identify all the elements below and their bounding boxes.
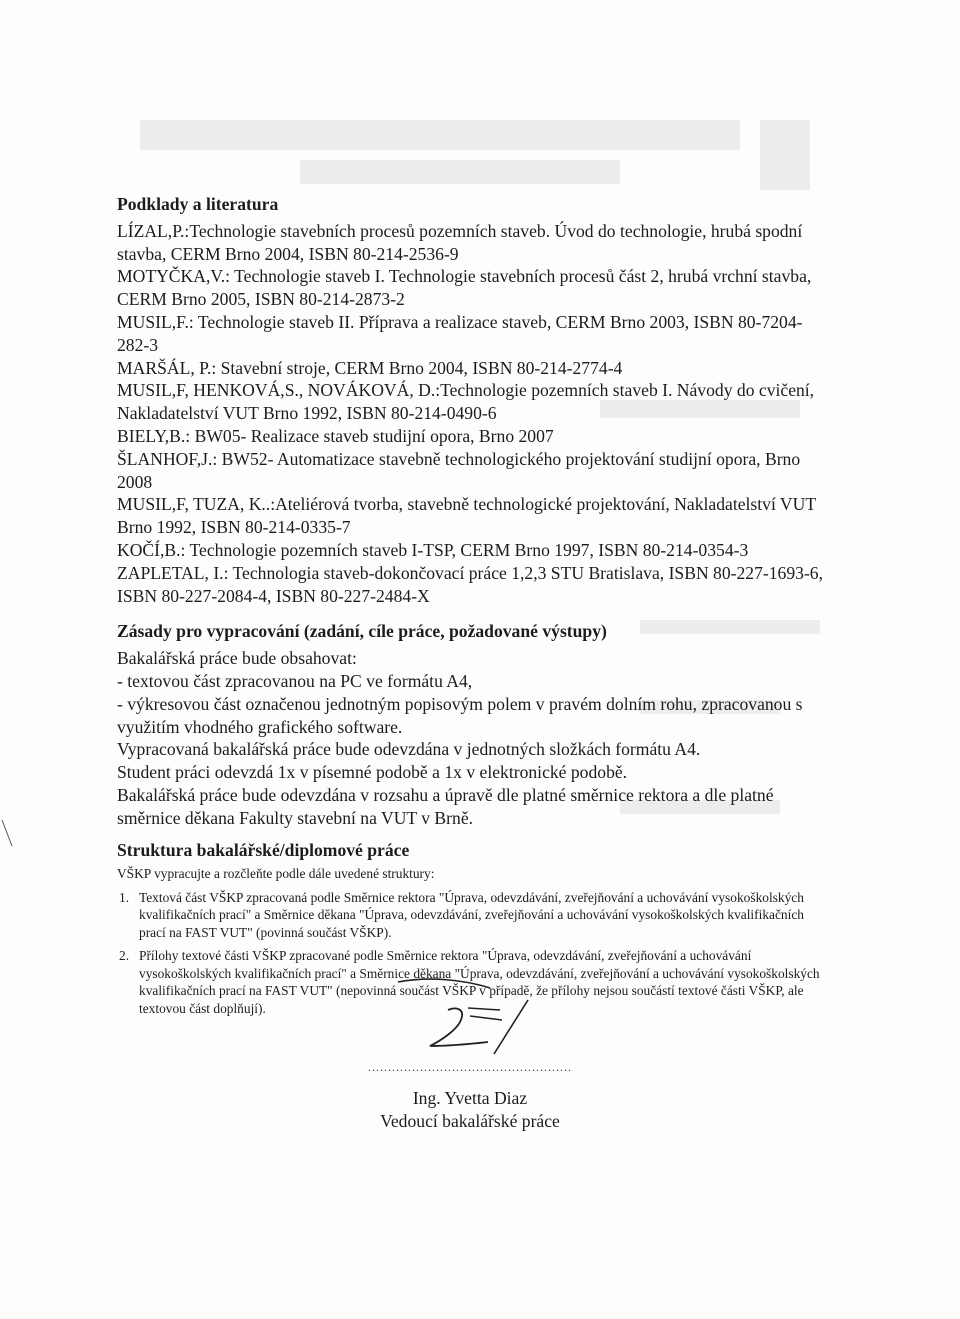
signature-block <box>350 970 590 1133</box>
rules-section <box>117 620 827 829</box>
literature-entry: ZAPLETAL, I.: Technologia staveb-dokončovací práce 1,2,3 STU Bratislava, ISBN 80-227-1693-6, ISBN 80-227-2084-4, ISBN 80-227-2484-X <box>117 562 823 606</box>
handwritten-signature <box>370 970 570 1060</box>
literature-entry: ŠLANHOF,J.: BW52- Automatizace stavebně technologického projektování studijní opora, Brno 2008 <box>117 448 801 492</box>
document-body <box>117 193 827 1023</box>
rules-body <box>117 647 827 829</box>
rules-line: Bakalářská práce bude odevzdána v rozsahu a úpravě dle platné směrnice rektora a dle platné směrnice děkana Fakulty stavební na VUT v Brně. <box>117 784 774 828</box>
literature-heading: Podklady a literatura <box>117 194 279 214</box>
list-item-number: 1. <box>119 889 130 905</box>
literature-entry: MUSIL,F.: Technologie staveb II. Příprava a realizace staveb, CERM Brno 2003, ISBN 80-7204-282-3 <box>117 311 803 355</box>
list-item-text: Textová část VŠKP zpracovaná podle Směrnice rektora "Úprava, odevzdávání, zveřejňování a uchovávání vysokoškolských kvalifikačních prací" a Směrnice děkana "Úprava, odevzdávání, zveřejňování a uchovávání vysokoškolských kvalifikačních prací na FAST VUT" (povinná součást VŠKP). <box>139 889 804 940</box>
list-item-number: 2. <box>119 948 130 964</box>
rules-line: - výkresovou část označenou jednotným popisovým polem v pravém dolním rohu, zpracovanou s využitím vhodného grafického software. <box>117 693 803 737</box>
literature-section <box>117 193 827 607</box>
list-item <box>117 889 827 942</box>
list-item-text: Přílohy textové části VŠKP zpracované podle Směrnice rektora "Úprava, odevzdávání, zveřejňování a uchovávání vysokoškolských kvalifikačních prací" a Směrnice děkana "Úprava, odevzdávání, zveřejňování a uchovávání vysokoškolských kvalifikačních prací na FAST VUT" (nepovinná součást VŠKP v případě, že přílohy nejsou součástí textové části VŠKP, ale textovou část doplňují). <box>139 948 820 1016</box>
literature-entry: MOTYČKA,V.: Technologie staveb I. Technologie stavebních procesů část 2, hrubá vrchní stavba, CERM Brno 2005, ISBN 80-214-2873-2 <box>117 266 812 310</box>
structure-intro: VŠKP vypracujte a rozčleňte podle dále uvedené struktury: <box>117 866 435 882</box>
literature-entry: KOČÍ,B.: Technologie pozemních staveb I-TSP, CERM Brno 1997, ISBN 80-214-0354-3 <box>117 539 749 560</box>
literature-entry: MUSIL,F, TUZA, K..:Ateliérová tvorba, stavebně technologické projektování, Nakladatelství VUT Brno 1992, ISBN 80-214-0335-7 <box>117 494 816 538</box>
structure-heading: Struktura bakalářské/diplomové práce <box>117 839 410 860</box>
rules-line: Vypracovaná bakalářská práce bude odevzdána v jednotných složkách formátu A4. <box>117 739 701 760</box>
literature-entry: MARŠÁL, P.: Stavební stroje, CERM Brno 2004, ISBN 80-214-2774-4 <box>117 357 623 378</box>
signatory-role: Vedoucí bakalářské práce <box>380 1110 560 1131</box>
signature-line: ................................................... <box>368 1060 572 1074</box>
literature-list <box>117 220 827 608</box>
rules-line: Bakalářská práce bude obsahovat: <box>117 648 357 669</box>
rules-heading: Zásady pro vypracování (zadání, cíle práce, požadované výstupy) <box>117 621 607 642</box>
literature-entry: MUSIL,F, HENKOVÁ,S., NOVÁKOVÁ, D.:Technologie pozemních staveb I. Návody do cvičení, Nakladatelství VUT Brno 1992, ISBN 80-214-0490-6 <box>117 380 815 424</box>
rules-line: - textovou část zpracovanou na PC ve formátu A4, <box>117 670 473 691</box>
rules-line: Student práci odevzdá 1x v písemné podobě a 1x v elektronické podobě. <box>117 762 628 783</box>
literature-entry: BIELY,B.: BW05- Realizace staveb studijní opora, Brno 2007 <box>117 425 554 446</box>
signatory-name: Ing. Yvetta Diaz <box>412 1088 528 1108</box>
literature-entry: LÍZAL,P.:Technologie stavebních procesů pozemních staveb. Úvod do technologie, hrubá spodní stavba, CERM Brno 2004, ISBN 80-214-2536-9 <box>117 220 803 264</box>
scan-edge-mark <box>0 818 18 848</box>
